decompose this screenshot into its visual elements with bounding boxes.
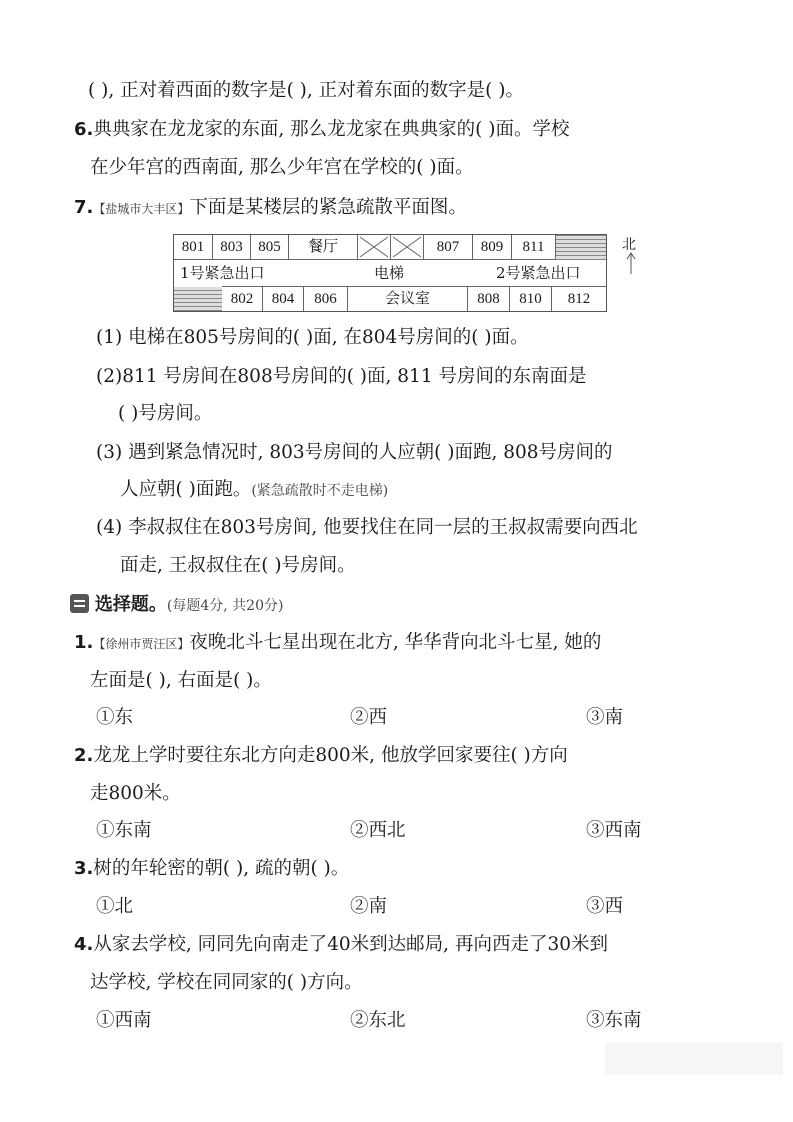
meeting-room: 会议室 [348,286,468,311]
faint-watermark-area [605,1043,783,1075]
question-number: 7. [74,197,94,218]
north-arrow-icon [625,250,637,276]
mc-4-option-b[interactable]: ②东北 [350,1010,406,1031]
room-806: 806 [304,286,348,311]
question-number: 4. [74,934,94,955]
elevator-cross-icon [391,235,423,259]
q7-sub-3-line-2 [120,477,388,504]
mc-2-option-c[interactable]: ③西南 [586,820,642,841]
mc-3-option-c[interactable]: ③西 [586,896,624,917]
mc-4-line-1 [74,932,608,958]
mc-2-option-b[interactable]: ②西北 [350,820,406,841]
stairs-south-west [174,287,222,311]
question-text: 从家去学校, 同同先向南走了40米到达邮局, 再向西走了30米到 [93,934,608,955]
room-810: 810 [510,286,552,311]
q7-sub-3-text: 人应朝( )面跑。 [120,479,252,500]
section-2-header [70,592,283,619]
mc-3-option-a[interactable]: ①北 [96,896,134,917]
mc-1-option-a[interactable]: ①东 [96,707,134,728]
room-812: 812 [552,286,606,311]
question-6-line-1 [74,117,569,143]
room-802: 802 [222,286,263,311]
exit-2-label: 2号紧急出口 [496,264,581,282]
continuation-line: ( ), 正对着西面的数字是( ), 正对着东面的数字是( )。 [88,80,524,101]
room-803: 803 [213,235,251,260]
question-6-line-2: 在少年宫的西南面, 那么少年宫在学校的( )面。 [90,157,474,178]
source-tag: 【盐城市大丰区】 [93,202,190,216]
question-7-header [74,195,467,222]
source-tag: 【徐州市贾汪区】 [93,637,190,651]
question-number: 1. [74,632,94,653]
elevator-shaft-1 [358,235,391,260]
exit-1-label: 1号紧急出口 [180,264,265,282]
q7-sub-1: (1) 电梯在805号房间的( )面, 在804号房间的( )面。 [96,327,529,348]
mc-2-option-a[interactable]: ①东南 [96,820,152,841]
q7-sub-3-note: (紧急疏散时不走电梯) [251,483,389,499]
evacuation-floor-plan [173,234,607,312]
question-text: 下面是某楼层的紧急疏散平面图。 [189,197,467,218]
question-text: 典典家在龙龙家的东面, 那么龙龙家在典典家的( )面。学校 [93,119,570,140]
room-811: 811 [512,235,556,260]
q7-sub-4-line-2: 面走, 王叔叔住在( )号房间。 [120,555,356,576]
mc-1-line-2: 左面是( ), 右面是( )。 [90,670,272,691]
section-number-icon [70,594,89,613]
mc-2-line-1 [74,743,568,769]
question-number: 6. [74,119,94,140]
question-text: 龙龙上学时要往东北方向走800米, 他放学回家要往( )方向 [93,745,568,766]
mc-3-option-b[interactable]: ②南 [350,896,388,917]
room-807: 807 [424,235,473,260]
mc-1-option-c[interactable]: ③南 [586,707,624,728]
section-score: (每题4分, 共20分) [166,598,284,614]
section-title: 选择题。 [94,594,167,615]
room-801: 801 [174,235,213,260]
mc-4-option-a[interactable]: ①西南 [96,1010,152,1031]
question-text: 树的年轮密的朝( ), 疏的朝( )。 [93,858,350,879]
q7-sub-2-line-2: ( )号房间。 [118,403,213,424]
elevator-label: 电梯 [374,264,405,282]
question-text: 夜晚北斗七星出现在北方, 华华背向北斗七星, 她的 [189,632,602,653]
room-808: 808 [468,286,510,311]
mc-4-line-2: 达学校, 学校在同同家的( )方向。 [90,972,363,993]
mc-2-line-2: 走800米。 [90,783,181,804]
mc-3-line-1 [74,856,349,882]
room-805: 805 [251,235,289,260]
room-809: 809 [473,235,512,260]
room-804: 804 [263,286,304,311]
north-label: 北 [622,237,636,253]
mc-4-option-c[interactable]: ③东南 [586,1010,642,1031]
mc-1-option-b[interactable]: ②西 [350,707,388,728]
elevator-cross-icon [358,235,390,259]
mc-1-line-1 [74,630,601,657]
question-number: 3. [74,858,94,879]
stairs-north-east [556,235,606,260]
room-canteen: 餐厅 [289,235,358,260]
elevator-shaft-2 [391,235,424,260]
question-number: 2. [74,745,94,766]
q7-sub-4-line-1: (4) 李叔叔住在803号房间, 他要找住在同一层的王叔叔需要向西北 [96,517,638,538]
q7-sub-3-line-1: (3) 遇到紧急情况时, 803号房间的人应朝( )面跑, 808号房间的 [96,442,613,463]
q7-sub-2-line-1: (2)811 号房间在808号房间的( )面, 811 号房间的东南面是 [96,366,587,387]
